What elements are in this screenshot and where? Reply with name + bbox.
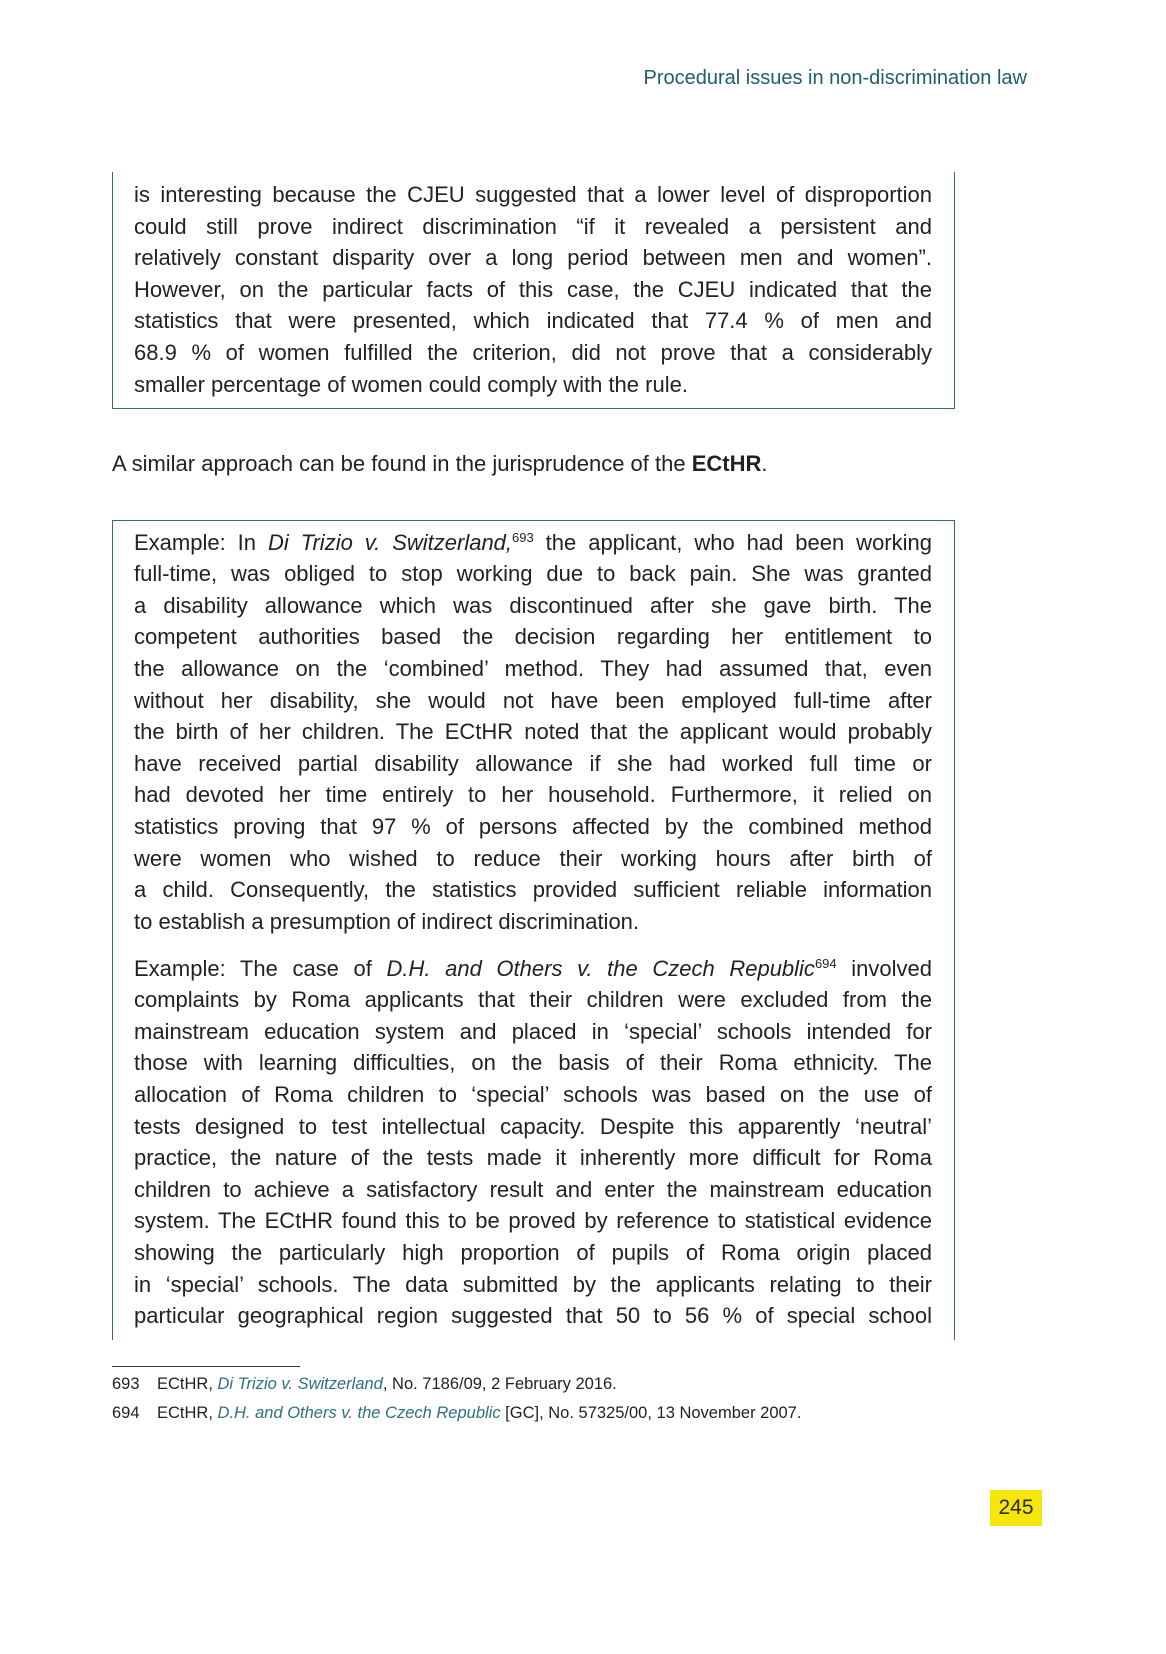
footnote-details: , No. 7186/09, 2 February 2016. <box>382 1375 617 1393</box>
example-text-line: to establish a presumption of indirect discrimination. <box>134 908 640 934</box>
footnote-ref-693[interactable]: 693 <box>512 529 534 545</box>
page-number: 245 <box>990 1490 1042 1526</box>
box-text-line: statistics that were presented, which indicated that 77.4 % of men and <box>134 308 932 334</box>
running-header: Procedural issues in non-discrimination law <box>643 67 1027 89</box>
footnote-number: 694 <box>112 1404 140 1422</box>
intro-paragraph <box>112 448 768 480</box>
case-name-di-trizio: Di Trizio v. Switzerland, <box>267 529 513 555</box>
example-dh-czech-republic <box>134 953 932 1332</box>
intro-end: . <box>761 451 768 476</box>
example-text-line <box>134 953 932 985</box>
footnote-court: ECtHR, <box>157 1375 218 1393</box>
example-label: Example: The case of <box>134 955 387 981</box>
example-text-line: a child. Consequently, the statistics provided sufficient reliable information <box>134 877 932 903</box>
footnote-separator <box>112 1366 300 1367</box>
example-text-line: system. The ECtHR found this to be proved by reference to statistical evidence <box>134 1208 932 1234</box>
example-text-line: had devoted her time entirely to her household. Furthermore, it relied on <box>134 782 932 808</box>
example-di-trizio <box>134 527 932 938</box>
example-text-line: mainstream education system and placed in ‘special’ schools intended for <box>134 1018 932 1044</box>
box-text-line: is interesting because the CJEU suggested that a lower level of disproportion <box>134 182 932 207</box>
footnote-number: 693 <box>112 1375 140 1393</box>
footnote-details: [GC], No. 57325/00, 13 November 2007. <box>500 1404 802 1422</box>
box-text-line: 68.9 % of women fulfilled the criterion, did not prove that a considerably <box>134 339 932 365</box>
example-text-line: were women who wished to reduce their working hours after birth of <box>134 845 932 871</box>
example-text-line: complaints by Roma applicants that their children were excluded from the <box>134 987 932 1013</box>
case-name-dh-czech: D.H. and Others v. the Czech Republic <box>386 955 815 981</box>
example-text-line: competent authorities based the decision regarding her entitlement to <box>134 624 932 650</box>
example-text-line: those with learning difficulties, on the basis of their Roma ethnicity. The <box>134 1050 932 1076</box>
example-text-line: have received partial disability allowance if she had worked full time or <box>134 750 932 776</box>
example-text: the applicant, who had been working <box>533 529 932 555</box>
box-text-line: could still prove indirect discrimination “if it revealed a persistent and <box>134 213 932 239</box>
intro-court-bold: ECtHR <box>691 451 762 476</box>
continued-example-box <box>112 172 955 409</box>
footnote-693 <box>112 1370 617 1399</box>
box-text-line: relatively constant disparity over a long period between men and women”. <box>134 245 932 271</box>
example-text-line: practice, the nature of the tests made it inherently more difficult for Roma <box>134 1145 932 1171</box>
box-text-line: However, on the particular facts of this case, the CJEU indicated that the <box>134 276 932 302</box>
footnote-694 <box>112 1399 801 1428</box>
example-text-line: the allowance on the ‘combined’ method. They had assumed that, even <box>134 656 932 682</box>
example-text-line: showing the particularly high proportion of pupils of Roma origin placed <box>134 1239 932 1265</box>
example-text-line: the birth of her children. The ECtHR noted that the applicant would probably <box>134 719 932 745</box>
intro-text: A similar approach can be found in the jurisprudence of the <box>112 451 692 476</box>
example-text-line: children to achieve a satisfactory result and enter the mainstream education <box>134 1176 932 1202</box>
example-text-line: allocation of Roma children to ‘special’ schools was based on the use of <box>134 1081 932 1107</box>
footnote-case-link[interactable]: Di Trizio v. Switzerland <box>217 1375 383 1393</box>
box-text-line: smaller percentage of women could comply with the rule. <box>134 371 688 397</box>
example-text-line: without her disability, she would not have been employed full-time after <box>134 687 932 713</box>
examples-box <box>112 520 955 1340</box>
footnote-court: ECtHR, <box>157 1404 218 1422</box>
footnote-ref-694[interactable]: 694 <box>814 955 837 971</box>
example-text-line: tests designed to test intellectual capacity. Despite this apparently ‘neutral’ <box>134 1113 932 1139</box>
example-label: Example: In <box>134 529 268 555</box>
footnote-case-link[interactable]: D.H. and Others v. the Czech Republic <box>217 1404 501 1422</box>
example-text-line <box>134 527 932 559</box>
example-text-line: statistics proving that 97 % of persons affected by the combined method <box>134 814 932 840</box>
example-text-line: particular geographical region suggested that 50 to 56 % of special school <box>134 1303 932 1329</box>
example-text-line: full-time, was obliged to stop working due to back pain. She was granted <box>134 561 932 587</box>
example-text-line: a disability allowance which was discontinued after she gave birth. The <box>134 592 932 618</box>
example-text-line: in ‘special’ schools. The data submitted by the applicants relating to their <box>134 1271 932 1297</box>
example-text: involved <box>836 955 932 981</box>
